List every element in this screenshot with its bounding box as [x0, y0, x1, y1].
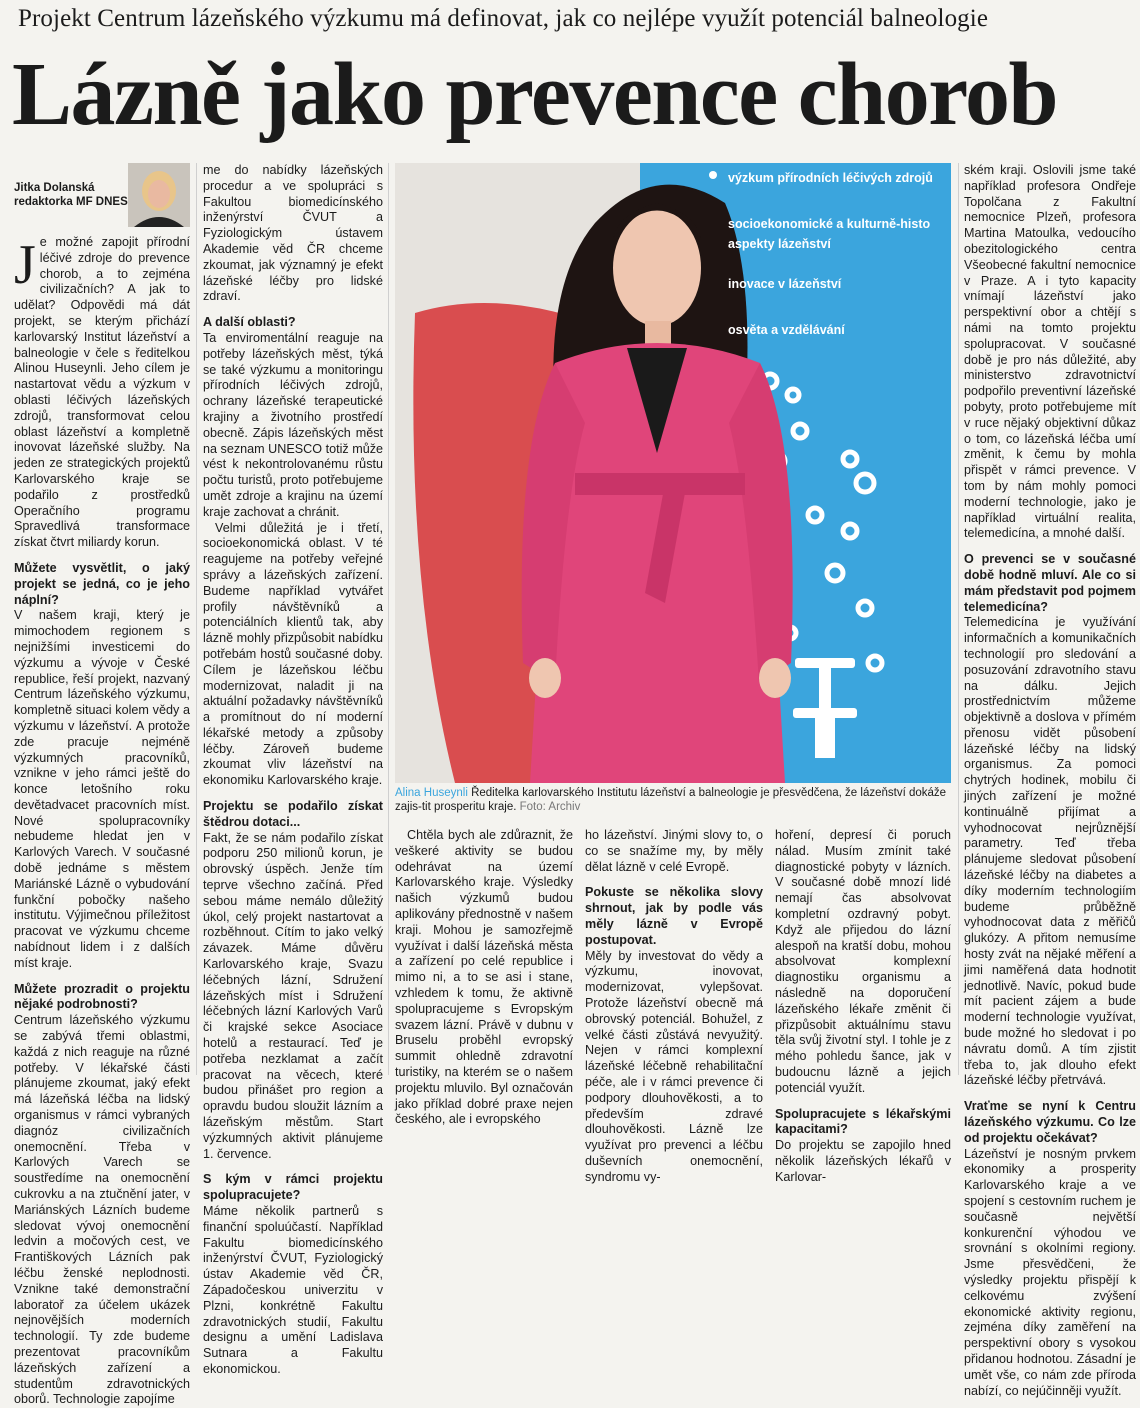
paragraph: hoření, depresí či poruch nálad. Musím zmínit také diagnostické pobyty v lázních. V současné době mnozí lidé nemají čas absolvovat kompletní ozdravný pobyt. Když ale přijedou do lázní alespoň na kratší dobu, mohou absolvovat komplexní diagnostiku organismu a následně na doporučení lázeňského lékaře změnit či přizpůsobit aktuálnímu stavu těla svůj životní styl. I tohle je z mého pohledu šance, jak v budoucnu lázně a jejich potenciál využít.: [775, 828, 951, 1095]
question: S kým v rámci projektu spolupracujete?: [203, 1172, 383, 1203]
article-column-6: [964, 163, 1136, 1398]
question: Spolupracujete s lékařskými kapacitami?: [775, 1106, 951, 1137]
banner-line: socioekonomické a kulturně-histo: [728, 217, 931, 231]
answer: V našem kraji, který je mimochodem regionem s nejnižšími investicemi do výzkumu a vývoje v České republice, řeší projekt, nazvaný Centrum lázeňského výzkumu, kompletně situaci kolem vědy a výzkumu v lázeňství. A protože zde pracuje nejméně výzkumných pracovníků, vznikne v jeho rámci ještě do konce letošního roku devětadvacet pracovních míst. Nové spolupracovníky nebudeme hledat jen v Karlových Varech. V současné době jednáme s městem Mariánské Lázně o vybudování funkční pobočky našeho institutu. Výjimečnou příležitost pracovat ve výzkumu chceme nabídnout lidem i z dalších míst kraje.: [14, 608, 190, 970]
article-column-3: [395, 828, 573, 1127]
paragraph: ho lázeňství. Jinými slovy to, o co se snažíme my, by měly dělat lázně v celé Evropě.: [585, 828, 763, 874]
answer: Ta enviromentální reaguje na potřeby lázeňských měst, týká se také výzkumu a monitoringu přírodních léčivých zdrojů, ochrany lázeňské terapeutické krajiny a životního prostředí obecně. Zápis lázeňských měst na seznam UNESCO totiž může vést k nekontrolovanému růstu počtu turistů, proto potřebujeme umět zdroje a krajinu na území kraje zachovat a chránit.: [203, 330, 383, 519]
answer: Měly by investovat do vědy a výzkumu, inovovat, modernizovat, vylepšovat. Protože lázeňství obecně má obrovský potenciál. Bohužel, z velké části zůstává nevyužitý. Nejen v rámci komplexní lázeňské léčebně rehabilitační péče, ale i v rámci prevence či podpory dlouhověkosti, a to především zdravé dlouhověkosti. Lázně lze využívat pro prevenci a léčbu duševních onemocnění, syndromu vy-: [585, 948, 763, 1184]
answer: Do projektu se zapojilo hned několik lázeňských lékařů v Karlovar-: [775, 1138, 951, 1184]
banner-line: inovace v lázeňství: [728, 277, 842, 291]
banner-line: osvěta a vzdělávání: [728, 323, 845, 337]
kicker: Projekt Centrum lázeňského výzkumu má definovat, jak co nejlépe využít potenciál balneologie: [18, 5, 989, 32]
column-rule: [388, 163, 389, 1075]
headline: Lázně jako prevence chorob: [12, 45, 1058, 144]
author-name: Jitka Dolanská: [14, 182, 95, 194]
article-column-4: [585, 828, 763, 1184]
photo-caption: [395, 786, 951, 814]
question: Můžete prozradit o projektu nějaké podrobnosti?: [14, 981, 190, 1012]
answer: Máme několik partnerů s finanční spoluúčastí. Například Fakultu biomedicínského inženýrství ČVUT, Fyziologický ústav Akademie věd ČR, Západočeskou univerzitu v Plzni, konkrétně Fakultu zdravotnických studií, Fakultu designu a umění Ladislava Sutnara a Fakultu ekonomickou.: [203, 1204, 383, 1376]
answer: Fakt, že se nám podařilo získat podporu 250 milionů korun, je obrovský úspěch. Jenže tím teprve všechno začíná. Před sebou máme nemálo důležitý úkol, celý projekt nastartovat a rozběhnout. Cítím to jako velký závazek. Máme důvěru Karlovarského kraje, Svazu léčebných lázní, Sdružení lázeňských míst i Sdružení léčebných lázní Karlových Varů či krajské sekce Asociace hotelů a restaurací. Teď je potřeba nezklamat a začít pracovat na věcech, které budou přinášet pro region a opravdu budou sloužit lázním a lázeňským městům. Start výzkumných aktivit plánujeme 1. července.: [203, 830, 383, 1161]
column-rule: [196, 163, 197, 1075]
drop-cap: J: [14, 234, 36, 296]
question: Projektu se podařilo získat štědrou dotaci...: [203, 799, 383, 829]
author-portrait: [128, 163, 190, 227]
paragraph: ském kraji. Oslovili jsme také například profesora Ondřeje Topolčana z Fakultní nemocnice Plzeň, profesora Martina Matoulka, vedoucího obezitologického centra Všeobecné fakultní nemocnice v Praze. A i tyto kapacity vnímají lázeňství jako perspektivní obor a chtějí s námi na tomto projektu spolupracovat. V současné době je pro nás důležité, aby ministerstvo zdravotnictví podpořilo preventivní lázeňské pobyty, proto potřebujeme mít v ruce nějaký objektivní důkaz o tom, co lázeňská léčba umí změnit, k čemu by mohla přispět v rámci prevence. V tom by nám mohly pomoci moderní technologie, jako je například virtuální realita, telemedicína, a mnohé další.: [964, 163, 1136, 541]
answer: Centrum lázeňského výzkumu se zabývá třemi oblastmi, každá z nich reaguje na různé potřeby. V lékařské části plánujeme zkoumat, jaký efekt má lázeňská léčba na lidský organismus v rámci vybraných diagnóz civilizačních onemocnění. Třeba v Karlových Varech se soustředíme na onemocnění cukrovku a na ztučnění jater, v Mariánských Lázních budeme sledovat vývoj onemocnění ledvin a močových cest, ve Františkových Lázních pak léčbu ženské neplodnosti. Vznikne také demonstrační laboratoř za účelem ukázek nejnovějších moderních technologií. Ty zde budeme prezentovat pracovníkům lázeňských zařízení a studentům zdravotnických oborů. Technologie zapojíme: [14, 1013, 190, 1407]
answer: Lázeňství je nosným prvkem ekonomiky a prosperity Karlovarského kraje a ve spojení s cestovním ruchem je současně největší konkurenční výhodou ve srovnání s okolními regiony. Jsme přesvědčeni, že výsledky projektu přispějí k celkovému zvýšení ekonomické aktivity regionu, zejména díky zaměření na perspektivní obory s vysokou přidanou hodnotou. Zásadní je umět vše, co nám zde příroda nabízí, co nejúčinněji využít.: [964, 1146, 1136, 1398]
author-role: redaktorka MF DNES: [14, 196, 128, 208]
answer: Telemedicína je využívání informačních a komunikačních technologií pro sledování a posuzování zdravotního stavu na dálku. Jejich prostřednictvím můžeme objektivně a doslova v přímém přenosu vidět působení lázeňské léčby na lidský organismus. Za pomoci chytrých hodinek, mobilu či jiných zařízení je možné kontinuálně přijímat a vyhodnocovat nejrůznější parametry. Teď třeba plánujeme sledovat působení lázeňské léčby na diabetes a díky moderním technologiím budeme průběžně vyhodnocovat data z měřičů glukózy. A přitom nemusíme hosty zvát na nějaké měření a jimi naměřená data hodnotit jednotlivě. Navíc, pokud bude mít pacient zájem a bude moderní technologie využívat, bude možné ho sledovat i po návratu domů. A tím zjistit třeba to, jak dlouho efekt lázeňské léčby přetrvává.: [964, 615, 1136, 1088]
author-box: [14, 163, 190, 229]
question: O prevenci se v současné době hodně mluví. Ale co si mám představit pod pojmem telemedicína?: [964, 552, 1136, 614]
question: A další oblasti?: [203, 315, 296, 330]
banner-line: aspekty lázeňství: [728, 237, 831, 251]
banner-line: výzkum přírodních léčivých zdrojů: [728, 171, 933, 185]
article-photo: [395, 163, 951, 783]
caption-text: Ředitelka karlovarského Institutu lázeňství a balneologie je přesvědčena, že lázeňství dokáže zajis-tit prosperitu kraje.: [395, 787, 947, 813]
question: Vraťme se nyní k Centru lázeňského výzkumu. Co lze od projektu očekávat?: [964, 1099, 1136, 1145]
paragraph: me do nabídky lázeňských procedur a ve spolupráci s Fakultou biomedicínského inženýrství ČVUT a Fyziologickým ústavem Akademie věd ČR chceme zkoumat, jak významný je efekt lázeňské léčby pro lidské zdraví.: [203, 163, 383, 304]
article-column-2: [203, 163, 383, 1376]
paragraph: Chtěla bych ale zdůraznit, že veškeré aktivity se budou odehrávat na území Karlovarského kraje. Výsledky našich výzkumů budou aplikovány přednostně v našem kraji. Mohou je samozřejmě využívat i další lázeňská města a zařízení po celé republice i mimo ni, a to se asi i stane, vzhledem k tomu, že aktivně spolupracujeme s Evropským svazem lázní. Právě v dubnu v Bruselu proběhl evropský summit ohledně zdravotní turistiky, na kterém se o našem projektu mluvilo. Byl označován jako příklad dobré praxe nejen českého, ale i evropského: [395, 828, 573, 1127]
question: Pokuste se několika slovy shrnout, jak by podle vás měly lázně v Evropě postupovat.: [585, 885, 763, 947]
banner-text: [728, 165, 933, 343]
article-column-1: [14, 163, 190, 1407]
caption-credit: Foto: Archiv: [519, 801, 581, 813]
caption-name: Alina Huseynli: [395, 787, 468, 799]
column-rule: [958, 163, 959, 1075]
article-column-5: [775, 828, 951, 1184]
intro-paragraph: e možné zapojit přírodní léčivé zdroje do prevence chorob, a to zejména civilizačních? A jak to udělat? Odpovědi má dát projekt, se kterým přichází karlovarský Institut lázeňství a balneologie v čele s ředitelkou Alinou Huseynli. Jeho cílem je nastartovat vědu a výzkum v oblasti léčivých lázeňských zdrojů, transformovat celou oblast lázeňství a kompletně inovovat lázeňské služby. Na jeden ze strategických projektů Karlovarského kraje se podařilo z prostředků Operačního programu Spravedlivá transformace získat čtvrt miliardy korun.: [14, 235, 190, 550]
answer: Velmi důležitá je i třetí, socioekonomická oblast. V té reagujeme na potřeby veřejné správy a lázeňských zařízení. Budeme například vytvářet profily návštěvníků a potenciálních klientů tak, aby lázně mohly přizpůsobit nabídku potřebám hostů současné doby. Cílem je lázeňskou léčbu modernizovat, naladit ji na aktuální požadavky návštěvníků a promítnout do ní moderní lékařské metody a způsoby léčby. Zároveň budeme zkoumat vliv lázeňství na ekonomiku Karlovarského kraje.: [203, 520, 383, 788]
question: Můžete vysvětlit, o jaký projekt se jedná, co je jeho náplní?: [14, 560, 190, 607]
